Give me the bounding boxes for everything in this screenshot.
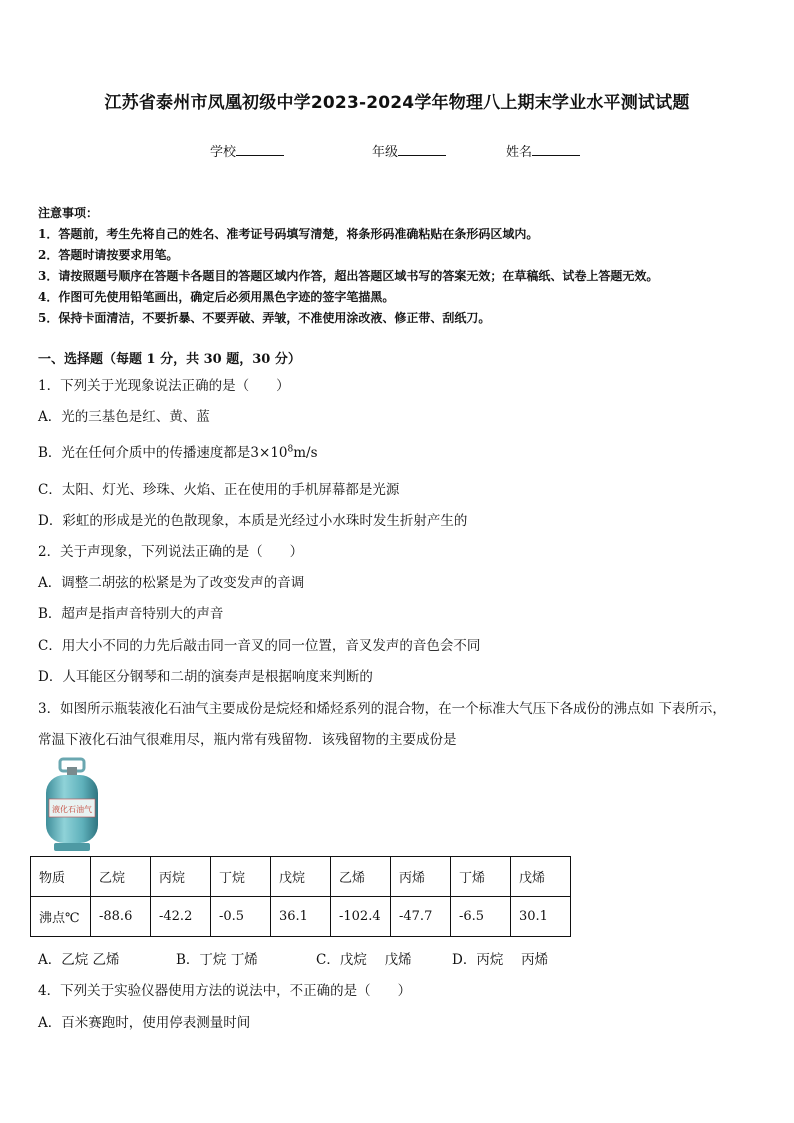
notice-item: 2．答题时请按要求用笔。 (38, 248, 179, 262)
q3-stem-line2: 常温下液化石油气很难用尽，瓶内常有残留物．该残留物的主要成份是 (38, 732, 457, 748)
table-cell: 36.1 (271, 897, 331, 937)
table-cell: 30.1 (511, 897, 571, 937)
q1-option-b-unit: m/s (293, 445, 318, 461)
boiling-point-table (30, 856, 571, 937)
q2-stem: 2．关于声现象，下列说法正确的是（ ） (38, 544, 304, 560)
gas-cylinder-label: 液化石油气 (52, 805, 92, 814)
q1-option-a[interactable]: A．光的三基色是红、黄、蓝 (38, 409, 210, 425)
notice-heading: 注意事项： (38, 206, 99, 220)
table-cell: 丙烯 (391, 857, 451, 897)
q2-option-b[interactable]: B．超声是指声音特别大的声音 (38, 606, 224, 622)
notice-item: 3．请按照题号顺序在答题卡各题目的答题区域内作答，超出答题区域书写的答案无效；在草稿纸、试卷上答题无效。 (38, 269, 659, 283)
grade-field[interactable]: 年级 (372, 141, 446, 160)
school-blank[interactable] (236, 143, 284, 156)
notice-item: 5．保持卡面清洁，不要折暴、不要弄破、弄皱，不准使用涂改液、修正带、刮纸刀。 (38, 311, 491, 325)
q3-option-a[interactable]: A．乙烷 乙烯 (38, 952, 120, 968)
table-cell: 丁烯 (451, 857, 511, 897)
table-cell: -0.5 (211, 897, 271, 937)
table-cell: -42.2 (151, 897, 211, 937)
q2-option-d[interactable]: D．人耳能区分钢琴和二胡的演奏声是根据响度来判断的 (38, 669, 373, 685)
name-field[interactable]: 姓名 (506, 141, 580, 160)
table-cell: -102.4 (331, 897, 391, 937)
q4-stem: 4．下列关于实验仪器使用方法的说法中，不正确的是（ ） (38, 983, 412, 999)
table-cell: 戊烷 (271, 857, 331, 897)
q2-option-c[interactable]: C．用大小不同的力先后敲击同一音叉的同一位置，音叉发声的音色会不同 (38, 638, 481, 654)
table-cell: 沸点℃ (31, 897, 91, 937)
notice-block (38, 203, 768, 329)
q4-option-a[interactable]: A．百米赛跑时，使用停表测量时间 (38, 1015, 251, 1031)
table-cell: 丁烷 (211, 857, 271, 897)
table-cell: 物质 (31, 857, 91, 897)
table-cell: 戊烯 (511, 857, 571, 897)
table-cell: -6.5 (451, 897, 511, 937)
q2-option-a[interactable]: A．调整二胡弦的松紧是为了改变发声的音调 (38, 575, 305, 591)
school-field[interactable]: 学校 (210, 141, 284, 160)
table-cell: -47.7 (391, 897, 451, 937)
q3-option-b[interactable]: B．丁烷 丁烯 (176, 952, 258, 968)
q1-option-b[interactable] (38, 441, 318, 461)
notice-item: 1．答题前，考生先将自己的姓名、准考证号码填写清楚，将条形码准确粘贴在条形码区域内。 (38, 227, 539, 241)
q1-option-c[interactable]: C．太阳、灯光、珍珠、火焰、正在使用的手机屏幕都是光源 (38, 482, 400, 498)
q1-option-b-text: B．光在任何介质中的传播速度都是 (38, 445, 251, 461)
q3-stem-line1: 3．如图所示瓶装液化石油气主要成份是烷烃和烯烃系列的混合物，在一个标准大气压下各成份的沸点如 下表所示， (38, 701, 726, 717)
notice-item: 4．作图可先使用铅笔画出，确定后必须用黑色字迹的签字笔描黑。 (38, 290, 395, 304)
gas-cylinder-image (38, 757, 106, 853)
table-cell: 乙烯 (331, 857, 391, 897)
grade-blank[interactable] (398, 143, 446, 156)
q3-option-d[interactable]: D．丙烷 丙烯 (452, 952, 549, 968)
q1-option-b-number: 3×10 (250, 445, 288, 461)
page-title: 江苏省泰州市凤凰初级中学2023-2024学年物理八上期末学业水平测试试题 (104, 93, 690, 113)
table-row (31, 857, 571, 897)
table-cell: -88.6 (91, 897, 151, 937)
table-cell: 乙烷 (91, 857, 151, 897)
table-cell: 丙烷 (151, 857, 211, 897)
section-heading: 一、选择题（每题 1 分，共 30 题，30 分） (38, 352, 301, 367)
name-blank[interactable] (532, 143, 580, 156)
q1-option-b-exponent: 8 (287, 444, 294, 455)
table-row (31, 897, 571, 937)
q3-option-c[interactable]: C．戊烷 戊烯 (316, 952, 412, 968)
q1-option-d[interactable]: D．彩虹的形成是光的色散现象，本质是光经过小水珠时发生折射产生的 (38, 513, 468, 529)
q1-stem: 1．下列关于光现象说法正确的是（ ） (38, 378, 290, 394)
